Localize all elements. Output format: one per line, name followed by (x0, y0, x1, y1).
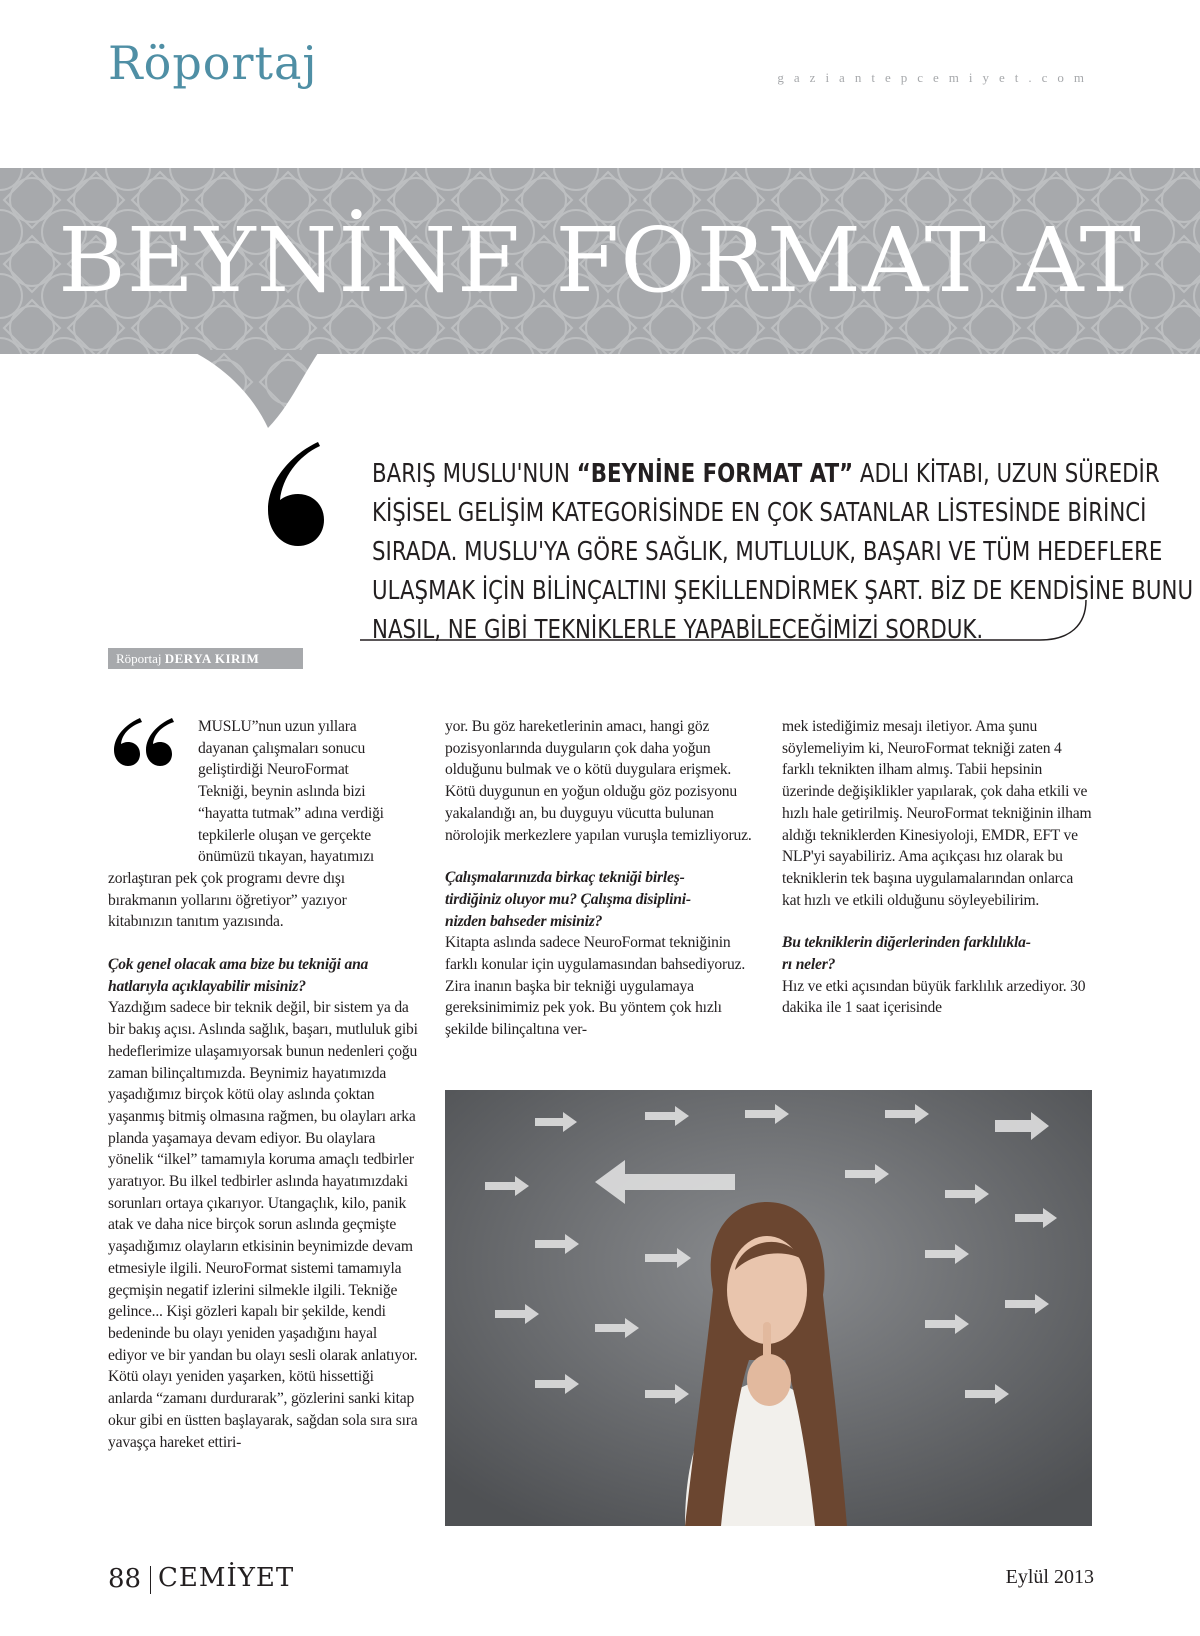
lead-line-4: ULAŞMAK İÇİN BİLİNÇALTINI ŞEKİLLENDİRMEK ŞART. BİZ DE KENDİSİNE BUNU (372, 576, 1194, 606)
column-3 (782, 716, 1092, 1019)
answer-2-cont: mek istediğimiz mesajı iletiyor. Ama şunu söylemeliyim ki, NeuroFormat tekniği zaten 4 farklı teknikten ilham almış. Tabii hepsinin üzerinde değişiklikler yapılarak, çok daha etkili ve hızlı hale getirilmiş. NeuroFormat tekniğinin ilham aldığı tekniklerden Kinesiyoloji, EMDR, EFT ve NLP'yi sayabiliriz. Ama açıkçası hız olarak bu tekniklerin tek başına uygulamalarından onlarca kat hızlı ve etkili olduğunu söyleyebilirim. (782, 718, 1092, 909)
column-1: MUSLU”nun uzun yıllara dayanan çalışmaları sonucu geliştirdiği NeuroFormat Tekniği, beynin aslında bizi “hayatta tutmak” adına verdiği tepkilerle oluşan ve gerçekte önümüzü tıkayan, hayatımızı zorlaştıran pek çok programı devre dışı bırakmanın yollarını öğretiyor” yazıyor kitabınızın tanıtım yazısında. Çok genel olacak ama bize bu tekniği ana hatlarıyla açıklayabilir misiniz? Yazdığım sadece bir teknik değil, bir sistem ya da bir bakış açısı. Aslında sağlık, başarı, mutluluk gibi hedeflerimize ulaşamıyorsak bunun nedenleri çoğu zaman bilinçaltımızda. Beynimiz hayatımızda yaşadığımız birçok kötü olay aslında çoktan yaşanmış bitmiş olmasına rağmen, bu olayları arka planda yaşamaya devam ediyor. Bu olaylara yönelik “ilkel” tamamıyla koruma amaçlı tedbirler yaratıyor. Bu ilkel tedbirler aslında hayatımızdaki sorunları ortaya çıkarıyor. Utangaçlık, kilo, panik atak ve daha nice birçok sorun aslında geçmişte yaşadığımız olayların etkisinin beynimizde devam etmesiyle ilgili. NeuroFormat sistemi tamamıyla geçmişin negatif izlerini silmekle ilgili. Tekniğe gelince... Kişi gözleri kapalı bir şekilde, kendi bedeninde bu olayı yeniden yaşadığını hayal ediyor ve bir yandan bu olayı sesli olarak anlatıyor. Kötü olayı yeniden yaşarken, kötü hissettiği anlarda “zamanı durdurarak”, gözlerini sanki kitap okur gibi en üstten başlayarak, sağdan sola sıra sıra yavaşça hareket ettiri- (108, 716, 418, 1453)
question-2: Çalışmalarınızda birkaç tekniği birleş- tirdiğiniz oluyor mu? Çalışma disiplini- nizden bahseder misiniz? (445, 869, 691, 930)
answer-2: Kitapta aslında sadece NeuroFormat tekniğinin farklı konular için uygulamasından bahsediyoruz. Zira inanın başka bir tekniği uygulamaya gereksinimimiz pek yok. Bu yöntem çok hızlı şekilde bilinçaltına ver- (445, 934, 746, 1039)
magazine-name: CEMİYET (158, 1563, 295, 1593)
section-title: Röportaj (108, 36, 318, 90)
byline-author: DERYA KIRIM (164, 651, 260, 666)
photo-illustration (445, 1090, 1092, 1526)
issue-date: Eylül 2013 (1005, 1566, 1094, 1588)
article-title: BEYNİNE FORMAT AT (58, 208, 1142, 313)
lead-line-1: BARIŞ MUSLU'NUN “BEYNİNE FORMAT AT” ADLI KİTABI, UZUN SÜREDİR (372, 459, 1160, 489)
quote-mark-icon (262, 440, 332, 550)
title-banner (0, 168, 1200, 354)
question-1: Çok genel olacak ama bize bu tekniği ana hatlarıyla açıklayabilir misiniz? (108, 956, 369, 995)
site-url: gaziantepcemiyet.com (777, 70, 1094, 85)
answer-1: Yazdığım sadece bir teknik değil, bir sistem ya da bir bakış açısı. Aslında sağlık, başarı, mutluluk gibi hedeflerimize ulaşamıyorsak bunun nedenleri çoğu zaman bilinçaltımızda. Beynimiz hayatımızda yaşadığımız birçok kötü olay aslında çoktan yaşanmış bitmiş olmasına rağmen, bu olayları arka planda yaşamaya devam ediyor. Bu olaylara yönelik “ilkel” tamamıyla koruma amaçlı tedbirler yaratıyor. Bu ilkel tedbirler aslında hayatımızdaki sorunları ortaya çıkarıyor. Utangaçlık, kilo, panik atak ve daha nice birçok sorun aslında geçmişte yaşadığımız olayların etkisinin beynimizde devam etmesiyle ilgili. NeuroFormat sistemi tamamıyla geçmişin negatif izlerini silmekle ilgili. Tekniğe gelince... Kişi gözleri kapalı bir şekilde, kendi bedeninde bu olayı yeniden yaşadığını hayal ediyor ve bir yandan bu olayı sesli olarak anlatıyor. Kötü olayı yeniden yaşarken, kötü hissettiği anlarda “zamanı durdurarak”, gözlerini sanki kitap okur gibi en üstten başlayarak, sağdan sola sıra sıra yavaşça hareket ettiri- (108, 999, 418, 1451)
column-2 (445, 716, 755, 1041)
answer-1-cont: yor. Bu göz hareketlerinin amacı, hangi göz pozisyonlarında duyguların çok daha yoğun olduğunu bulmak ve o kötü duygulara erişmek. Kötü duygunun en yoğun olduğu göz pozisyonu yakalandığı an, bu duyguyu vücutta bulunan nörolojik merkezlere yapılan vuruşla temizliyoruz. (445, 718, 752, 844)
footer-divider (150, 1566, 151, 1594)
lead-line-3: SIRADA. MUSLU'YA GÖRE SAĞLIK, MUTLULUK, BAŞARI VE TÜM HEDEFLERE (372, 537, 1163, 567)
answer-3: Hız ve etki açısından büyük farklılık arzediyor. 30 dakika ile 1 saat içerisinde (782, 977, 1086, 1017)
book-title: “BEYNİNE FORMAT AT” (576, 459, 854, 489)
article-photo (445, 1090, 1092, 1526)
lead-line-5: NASIL, NE GİBİ TEKNİKLERLE YAPABİLECEĞİMİZİ SORDUK. (372, 615, 984, 645)
byline-label: Röportaj (116, 651, 162, 666)
byline (108, 648, 303, 669)
lead-line-2: KİŞİSEL GELİŞİM KATEGORİSİNDE EN ÇOK SATANLAR LİSTESİNDE BİRİNCİ (372, 498, 1147, 528)
speech-bubble-tail (0, 350, 330, 430)
question-3: Bu tekniklerin diğerlerinden farklılıkla- rı neler? (782, 934, 1031, 974)
lead-paragraph (372, 455, 1194, 650)
page-number: 88 (108, 1564, 142, 1594)
